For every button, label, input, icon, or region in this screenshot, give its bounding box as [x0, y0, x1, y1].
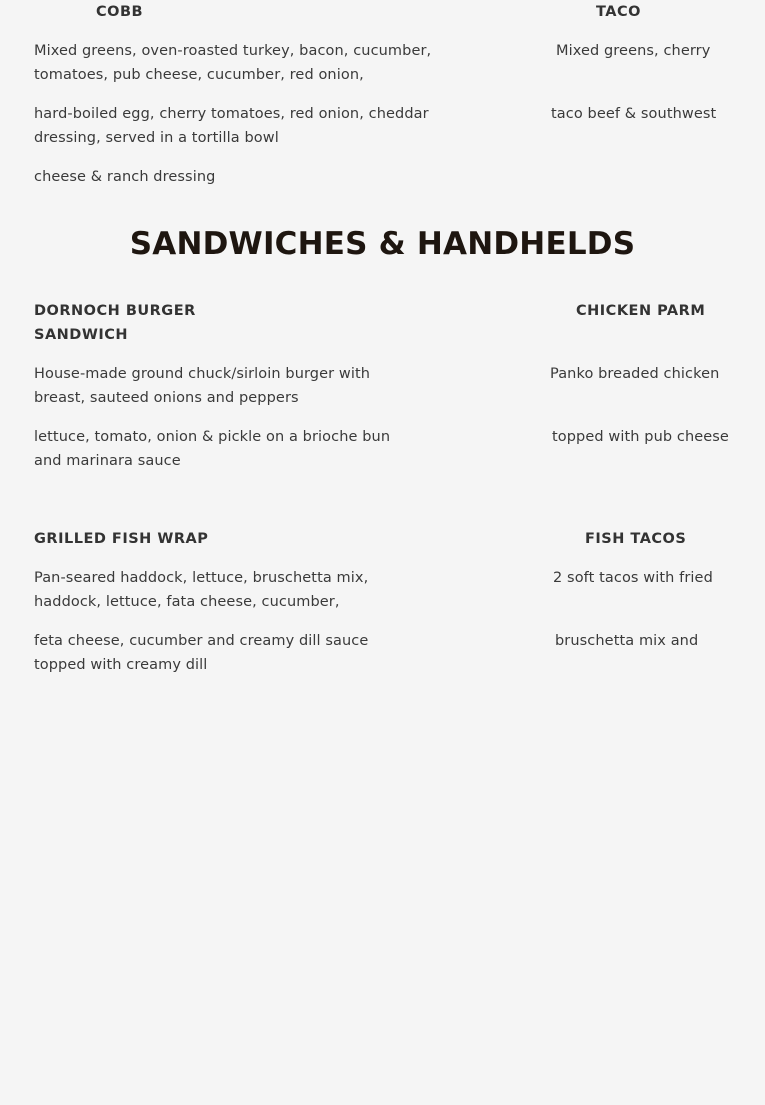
cobb-description-line: hard-boiled egg, cherry tomatoes, red onion, cheddar	[34, 106, 429, 122]
chicken-parm-title: CHICKEN PARM	[576, 303, 706, 319]
dornoch-burger-description-line: breast, sauteed onions and peppers	[34, 390, 299, 406]
chicken-parm-description-line: Panko breaded chicken	[550, 366, 720, 382]
grilled-fish-wrap-description-line: Pan-seared haddock, lettuce, bruschetta mix,	[34, 570, 369, 586]
dornoch-burger-description-line: House-made ground chuck/sirloin burger with	[34, 366, 371, 382]
fish-tacos-description-line: bruschetta mix and	[555, 633, 699, 649]
cobb-description-line: tomatoes, pub cheese, cucumber, red onion,	[34, 67, 364, 83]
cobb-title: COBB	[96, 4, 144, 20]
cobb-description-line: dressing, served in a tortilla bowl	[34, 130, 279, 146]
taco-title: TACO	[596, 4, 641, 20]
taco-description-line: Mixed greens, cherry	[556, 43, 711, 59]
dornoch-burger-description-line: and marinara sauce	[34, 453, 181, 469]
grilled-fish-wrap-description-line: topped with creamy dill	[34, 657, 208, 673]
chicken-parm-description-line: topped with pub cheese	[552, 429, 729, 445]
dornoch-burger-title: DORNOCH BURGER	[34, 303, 196, 319]
grilled-fish-wrap-title: GRILLED FISH WRAP	[34, 531, 209, 547]
dornoch-burger-description-line: lettuce, tomato, onion & pickle on a brioche bun	[34, 429, 391, 445]
section-title: SANDWICHES & HANDHELDS	[129, 226, 636, 262]
grilled-fish-wrap-description-line: haddock, lettuce, fata cheese, cucumber,	[34, 594, 340, 610]
taco-description-line: taco beef & southwest	[551, 106, 717, 122]
fish-tacos-description-line: 2 soft tacos with fried	[553, 570, 713, 586]
cobb-description-line: cheese & ranch dressing	[34, 169, 216, 185]
grilled-fish-wrap-description-line: feta cheese, cucumber and creamy dill sauce	[34, 633, 369, 649]
fish-tacos-title: FISH TACOS	[585, 531, 687, 547]
cobb-description-line: Mixed greens, oven-roasted turkey, bacon, cucumber,	[34, 43, 432, 59]
dornoch-burger-title: SANDWICH	[34, 327, 129, 343]
